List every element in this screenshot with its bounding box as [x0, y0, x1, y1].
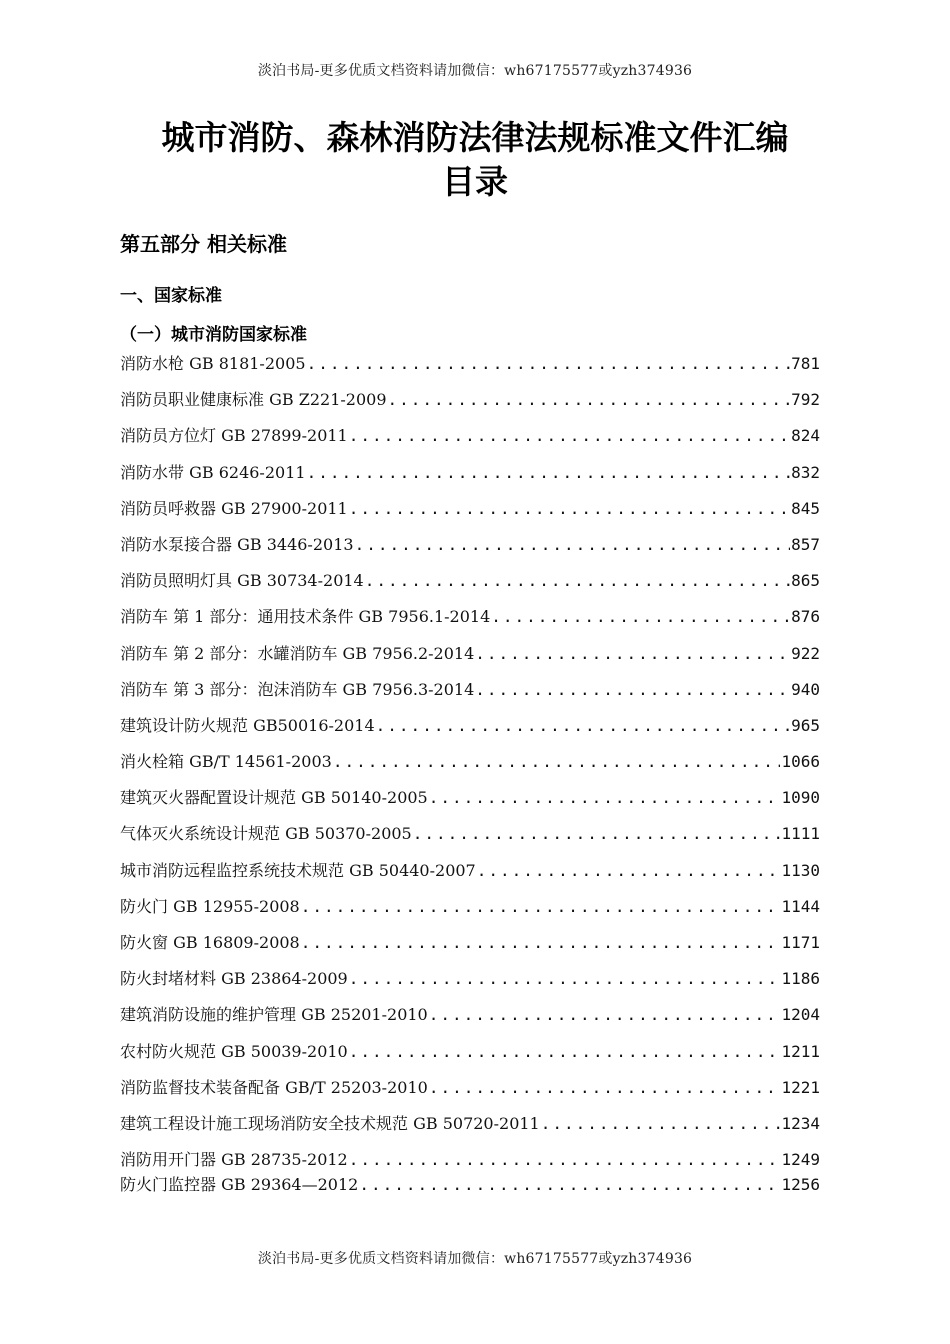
toc-entry-title: 建筑消防设施的维护管理 GB 25201-2010: [120, 1005, 428, 1025]
toc-entry[interactable]: [120, 1171, 820, 1207]
toc-entry-title: 防火封堵材料 GB 23864-2009: [120, 969, 348, 989]
toc-entry[interactable]: [120, 857, 820, 893]
toc-entry[interactable]: [120, 422, 820, 458]
toc-entry-page: 1211: [781, 1041, 820, 1061]
toc-entry-page: 781: [791, 354, 820, 373]
toc-entry-page: 922: [791, 643, 820, 663]
toc-entry-title: 消防员职业健康标准 GB Z221-2009: [120, 390, 387, 410]
toc-entry[interactable]: [120, 603, 820, 639]
toc-entry-page: 865: [791, 571, 820, 591]
toc-leader-dots: [355, 531, 791, 559]
toc-leader-dots: [333, 748, 781, 776]
page-header: 淡泊书局-更多优质文档资料请加微信：wh67175577或yzh374936: [257, 63, 693, 79]
toc-entry-title: 消防车 第 1 部分：通用技术条件 GB 7956.1-2014: [120, 607, 491, 627]
toc-entry-title: 防火窗 GB 16809-2008: [120, 933, 300, 952]
toc-entry[interactable]: [120, 386, 820, 422]
toc-entry-title: 防火门监控器 GB 29364—2012: [120, 1175, 359, 1195]
toc-entry-page: 1111: [781, 824, 820, 844]
document-title: [0, 116, 950, 204]
toc-entry[interactable]: [120, 784, 820, 820]
toc-entry-page: 1090: [781, 788, 820, 808]
toc-leader-dots: [388, 386, 791, 414]
toc-entry-title: 农村防火规范 GB 50039-2010: [120, 1041, 348, 1061]
toc-entry-page: 1249: [781, 1150, 820, 1170]
toc-leader-dots: [475, 640, 790, 668]
toc-leader-dots: [429, 1074, 781, 1102]
toc-entry-page: 1256: [781, 1175, 820, 1195]
toc-entry-page: 832: [791, 462, 820, 482]
toc-entry-page: 1130: [781, 860, 820, 880]
toc-entry-title: 消防监督技术装备配备 GB/T 25203-2010: [120, 1077, 428, 1097]
toc-entry[interactable]: [120, 531, 820, 567]
toc-entry-title: 建筑工程设计施工现场消防安全技术规范 GB 50720-2011: [120, 1113, 540, 1133]
toc-entry-page: 940: [791, 679, 820, 699]
title-line-2: 目录: [442, 162, 508, 201]
toc-entry[interactable]: [120, 712, 820, 748]
toc-leader-dots: [349, 965, 781, 993]
toc-entry-title: 防火门 GB 12955-2008: [120, 896, 300, 916]
toc-entry-title: 建筑设计防火规范 GB50016-2014: [120, 715, 375, 735]
toc-entry[interactable]: [120, 1146, 820, 1171]
toc-entry[interactable]: [120, 495, 820, 531]
toc-leader-dots: [349, 1146, 781, 1174]
toc-entry-title: 消防水枪 GB 8181-2005: [120, 354, 306, 373]
section-heading: 一、国家标准: [120, 286, 222, 306]
table-of-contents: [120, 350, 820, 1207]
toc-entry-page: 824: [791, 426, 820, 446]
toc-entry-page: 1171: [781, 933, 820, 952]
toc-leader-dots: [475, 676, 790, 704]
toc-leader-dots: [365, 567, 790, 595]
toc-entry-page: 1221: [781, 1077, 820, 1097]
toc-leader-dots: [359, 1171, 780, 1199]
toc-entry[interactable]: [120, 893, 820, 929]
toc-entry[interactable]: [120, 1038, 820, 1074]
toc-entry-title: 城市消防远程监控系统技术规范 GB 50440-2007: [120, 860, 476, 880]
toc-entry[interactable]: [120, 459, 820, 495]
toc-leader-dots: [307, 459, 791, 487]
toc-leader-dots: [301, 929, 781, 957]
toc-leader-dots: [349, 422, 790, 450]
toc-entry-title: 建筑灭火器配置设计规范 GB 50140-2005: [120, 788, 428, 808]
toc-entry[interactable]: [120, 748, 820, 784]
toc-entry-page: 792: [791, 390, 820, 410]
toc-entry-title: 消火栓箱 GB/T 14561-2003: [120, 752, 332, 772]
toc-entry-title: 消防车 第 3 部分：泡沫消防车 GB 7956.3-2014: [120, 679, 475, 699]
toc-entry-title: 消防员方位灯 GB 27899-2011: [120, 426, 348, 446]
toc-leader-dots: [301, 893, 781, 921]
title-line-1: 城市消防、森林消防法律法规标准文件汇编: [161, 118, 789, 157]
toc-entry-title: 消防员照明灯具 GB 30734-2014: [120, 571, 364, 591]
toc-entry[interactable]: [120, 676, 820, 712]
toc-entry-page: 1204: [781, 1005, 820, 1025]
toc-entry[interactable]: [120, 567, 820, 603]
part-heading: 第五部分 相关标准: [120, 232, 287, 256]
toc-entry-title: 消防水泵接合器 GB 3446-2013: [120, 534, 354, 554]
toc-entry[interactable]: [120, 965, 820, 1001]
toc-entry-page: 1066: [781, 752, 820, 772]
toc-entry-page: 1234: [781, 1113, 820, 1133]
toc-entry[interactable]: [120, 1001, 820, 1037]
toc-leader-dots: [429, 1001, 781, 1029]
toc-leader-dots: [491, 603, 790, 631]
toc-leader-dots: [413, 820, 781, 848]
toc-entry[interactable]: [120, 350, 820, 386]
toc-entry[interactable]: [120, 1074, 820, 1110]
toc-entry-title: 气体灭火系统设计规范 GB 50370-2005: [120, 824, 412, 844]
toc-entry-page: 965: [791, 715, 820, 735]
toc-entry-page: 1186: [781, 969, 820, 989]
toc-leader-dots: [541, 1110, 781, 1138]
toc-leader-dots: [349, 495, 790, 523]
toc-leader-dots: [429, 784, 781, 812]
toc-entry[interactable]: [120, 929, 820, 965]
toc-leader-dots: [349, 1038, 781, 1066]
toc-entry[interactable]: [120, 1110, 820, 1146]
toc-entry-title: 消防水带 GB 6246-2011: [120, 462, 306, 482]
toc-entry[interactable]: [120, 820, 820, 856]
toc-entry-page: 876: [791, 607, 820, 627]
toc-entry-page: 857: [791, 534, 820, 554]
page-footer: 淡泊书局-更多优质文档资料请加微信：wh67175577或yzh374936: [257, 1251, 693, 1267]
toc-entry-title: 消防用开门器 GB 28735-2012: [120, 1150, 348, 1170]
toc-entry[interactable]: [120, 640, 820, 676]
toc-entry-title: 消防车 第 2 部分：水罐消防车 GB 7956.2-2014: [120, 643, 475, 663]
toc-entry-page: 845: [791, 498, 820, 518]
toc-entry-title: 消防员呼救器 GB 27900-2011: [120, 498, 348, 518]
subsection-heading: （一）城市消防国家标准: [120, 325, 307, 345]
toc-leader-dots: [307, 350, 791, 378]
toc-entry-page: 1144: [781, 896, 820, 916]
toc-leader-dots: [376, 712, 790, 740]
toc-leader-dots: [477, 857, 781, 885]
